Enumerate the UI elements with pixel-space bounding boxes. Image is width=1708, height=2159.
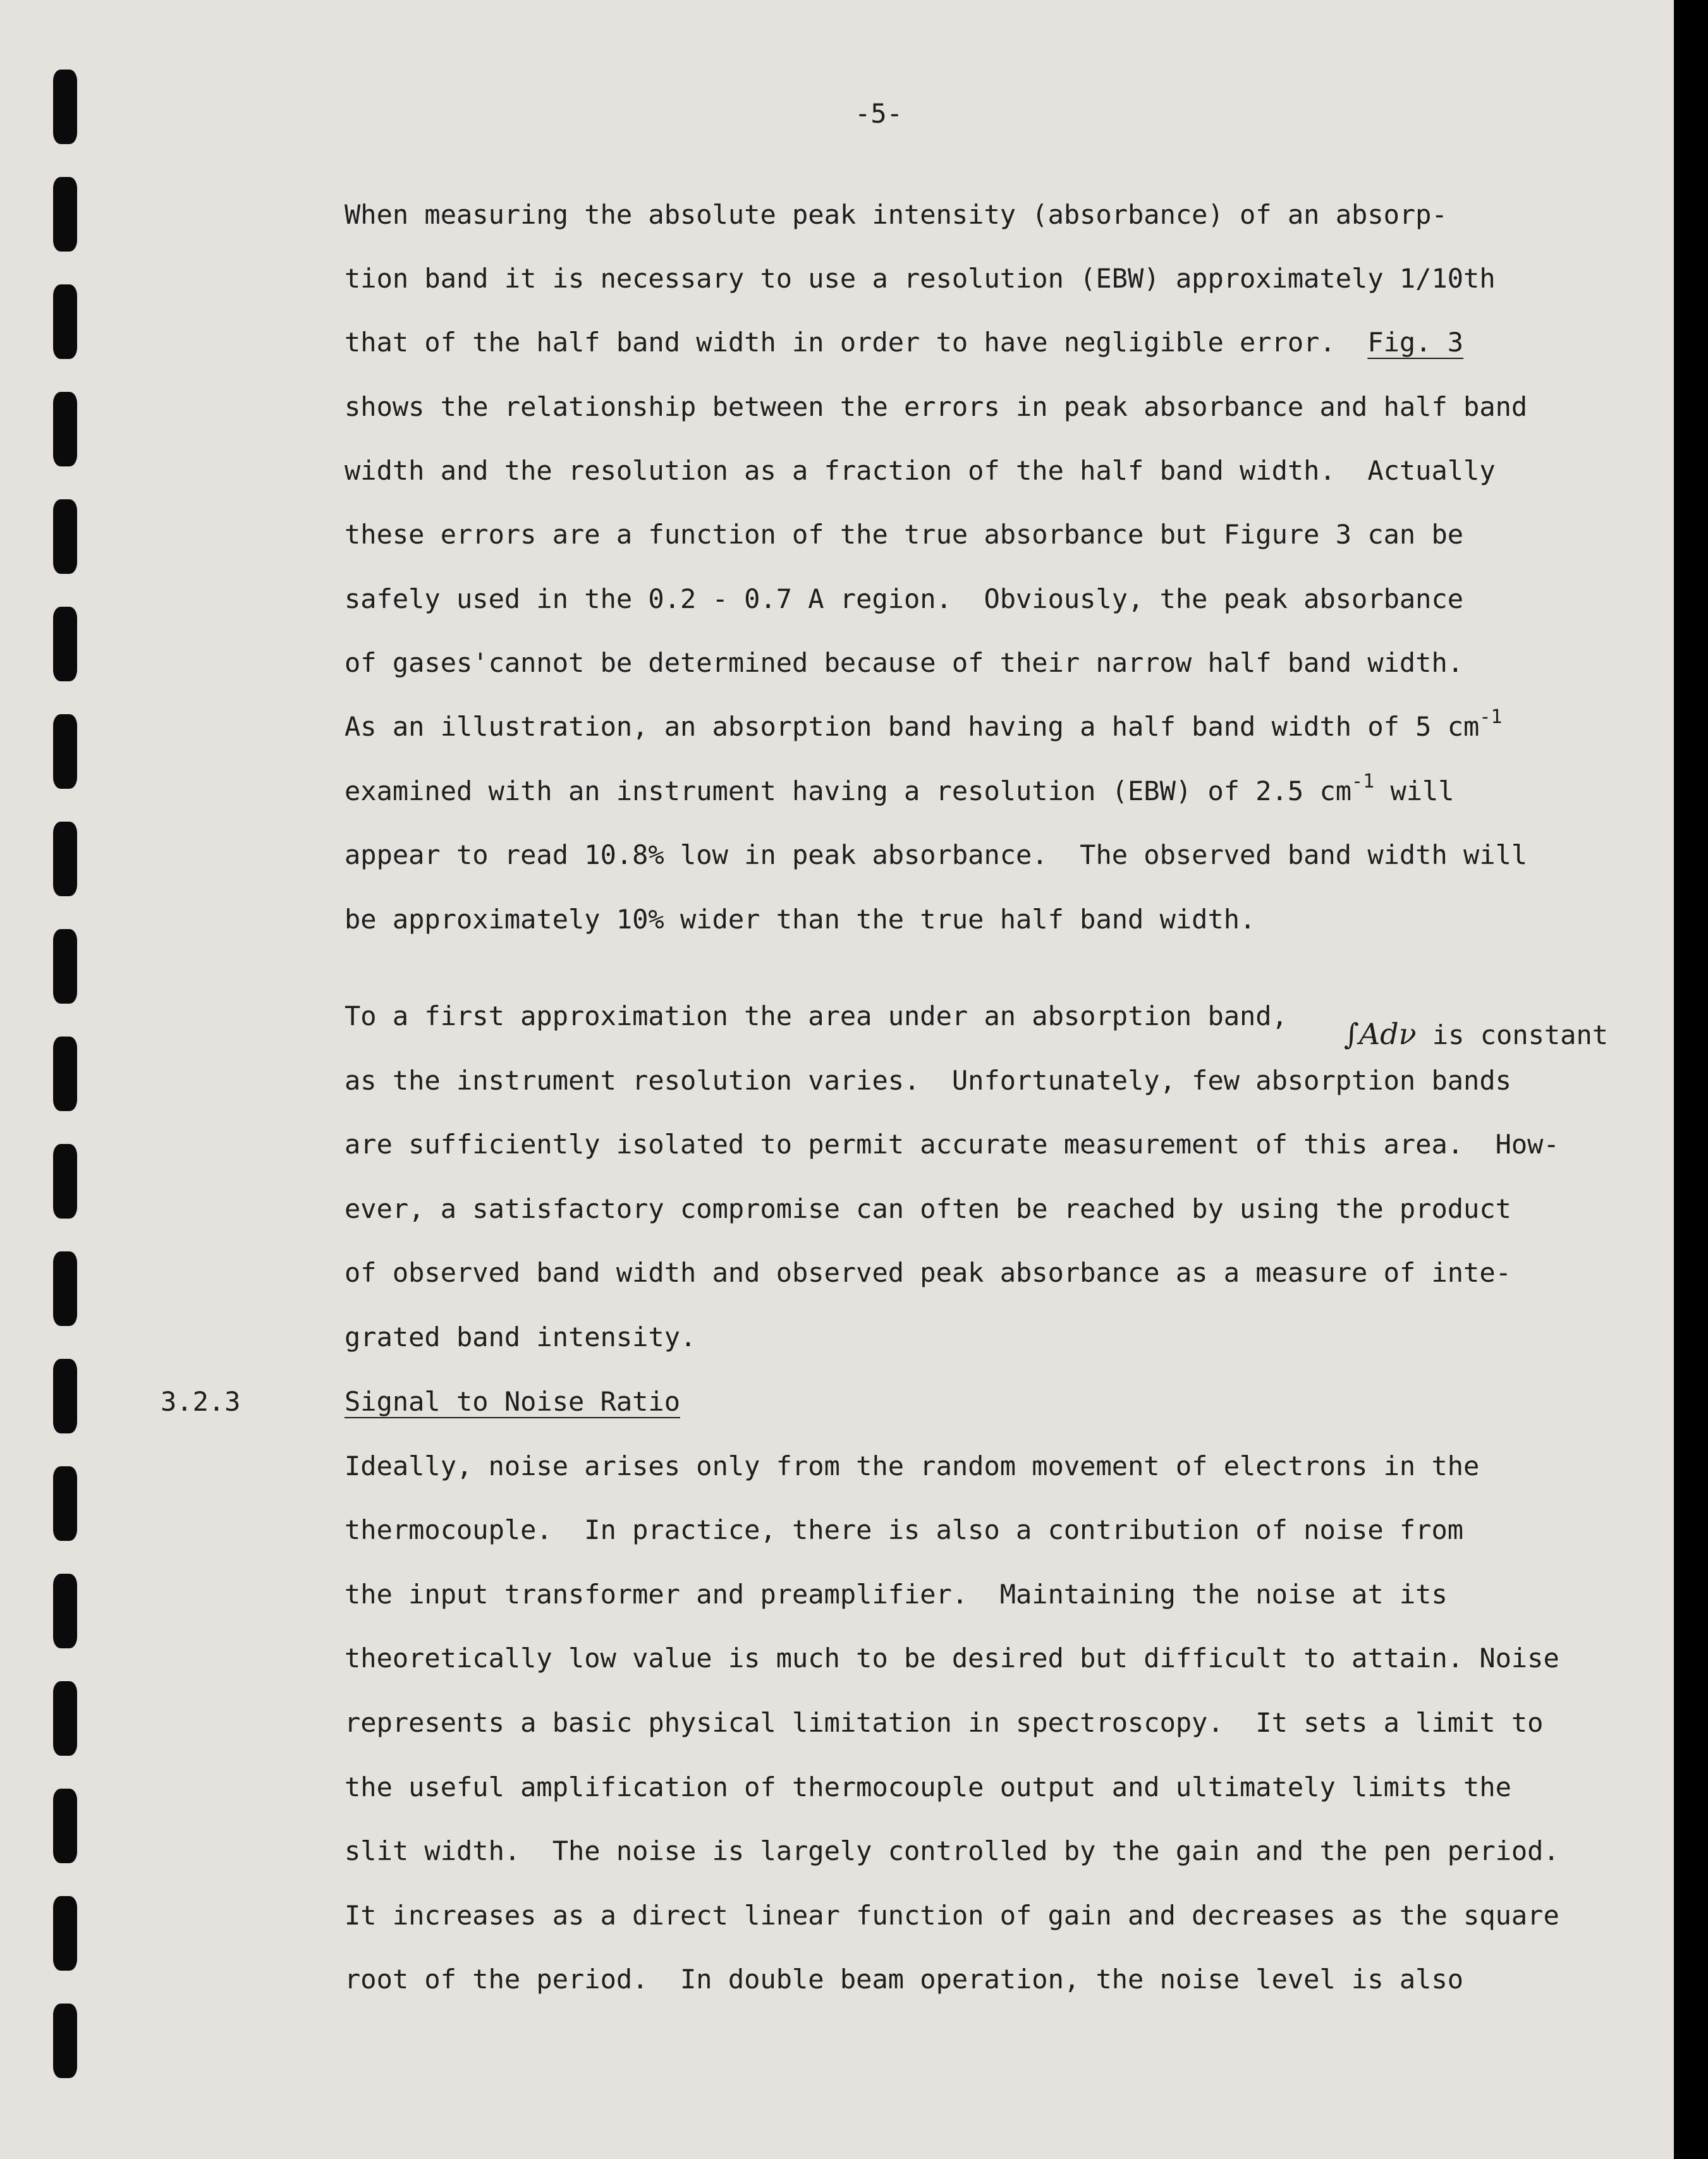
binder-hole <box>53 1574 77 1648</box>
binder-hole <box>53 499 77 574</box>
figure-reference: Fig. 3 <box>1367 327 1464 358</box>
text-line: the useful amplification of thermocouple output and ultimately limits the <box>345 1772 1511 1803</box>
binder-hole <box>53 1144 77 1219</box>
text-line <box>345 325 1463 360</box>
binder-hole <box>53 822 77 896</box>
text-line: grated band intensity. <box>345 1322 697 1353</box>
binder-hole <box>53 1896 77 1971</box>
binder-hole <box>53 929 77 1004</box>
text-line <box>345 706 1503 745</box>
text-line: represents a basic physical limitation in spectroscopy. It sets a limit to <box>345 1707 1544 1738</box>
binder-hole <box>53 1037 77 1111</box>
text-segment: that of the half band width in order to have negligible error. <box>345 327 1336 358</box>
text-segment: is constant <box>1416 1019 1609 1050</box>
superscript: -1 <box>1479 706 1503 728</box>
binder-hole <box>53 1251 77 1326</box>
text-line: the input transformer and preamplifier. Maintaining the noise at its <box>345 1579 1448 1610</box>
text-line: be approximately 10% wider than the true half band width. <box>345 904 1256 935</box>
text-line: slit width. The noise is largely controlled by the gain and the pen period. <box>345 1835 1559 1866</box>
binder-hole <box>53 1789 77 1863</box>
text-segment: examined with an instrument having a resolution (EBW) of 2.5 cm <box>345 775 1352 806</box>
text-line: thermocouple. In practice, there is also a contribution of noise from <box>345 1514 1464 1545</box>
text-line: appear to read 10.8% low in peak absorbance. The observed band width will <box>345 839 1528 870</box>
text-line: shows the relationship between the errors in peak absorbance and half band <box>345 391 1528 422</box>
text-line <box>1344 1016 1608 1053</box>
text-line: tion band it is necessary to use a resolution (EBW) approximately 1/10th <box>345 263 1496 294</box>
section-number: 3.2.3 <box>161 1386 241 1417</box>
integral-expression: ∫Adν <box>1344 1017 1417 1051</box>
binder-hole <box>53 1359 77 1433</box>
text-line: width and the resolution as a fraction of the half band width. Actually <box>345 455 1496 486</box>
text-line: root of the period. In double beam operation, the noise level is also <box>345 1964 1464 1995</box>
text-segment: As an illustration, an absorption band having a half band width of 5 cm <box>345 711 1480 742</box>
binder-hole <box>53 392 77 466</box>
binder-hole <box>53 284 77 359</box>
text-line: safely used in the 0.2 - 0.7 A region. Obviously, the peak absorbance <box>345 583 1464 614</box>
text-line: When measuring the absolute peak intensity (absorbance) of an absorp- <box>345 199 1448 230</box>
text-line: of gases'cannot be determined because of their narrow half band width. <box>345 647 1464 678</box>
text-segment: To a first approximation the area under an absorption band, <box>345 1000 1288 1031</box>
text-line <box>345 999 1288 1034</box>
text-line <box>345 770 1455 809</box>
binder-hole <box>53 1466 77 1541</box>
text-line: are sufficiently isolated to permit accurate measurement of this area. How- <box>345 1129 1559 1160</box>
section-title: Signal to Noise Ratio <box>345 1386 681 1417</box>
text-line: Ideally, noise arises only from the random movement of electrons in the <box>345 1450 1480 1481</box>
binder-hole <box>53 1681 77 1756</box>
superscript: -1 <box>1351 770 1375 793</box>
text-segment: will <box>1374 775 1455 806</box>
text-line: these errors are a function of the true absorbance but Figure 3 can be <box>345 519 1464 550</box>
text-line: of observed band width and observed peak absorbance as a measure of inte- <box>345 1257 1511 1288</box>
binder-hole <box>53 70 77 144</box>
text-line: as the instrument resolution varies. Unfortunately, few absorption bands <box>345 1065 1511 1096</box>
binder-hole <box>53 607 77 681</box>
text-line: It increases as a direct linear function of gain and decreases as the square <box>345 1900 1559 1931</box>
text-line: theoretically low value is much to be desired but difficult to attain. Noise <box>345 1643 1559 1674</box>
binder-hole <box>53 714 77 789</box>
text-line: ever, a satisfactory compromise can often be reached by using the product <box>345 1193 1511 1224</box>
page-number: -5- <box>855 98 903 129</box>
binder-hole <box>53 2004 77 2078</box>
binder-hole <box>53 177 77 252</box>
